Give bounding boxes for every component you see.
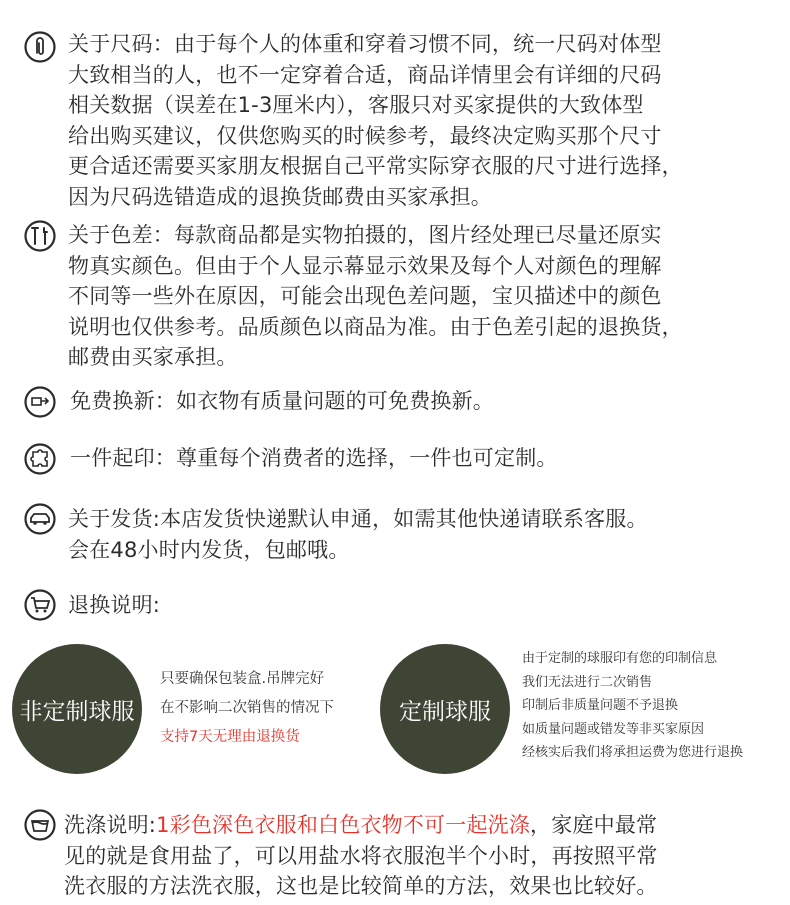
custom-line: 我们无法进行二次销售 (522, 674, 653, 690)
car-icon (24, 503, 56, 535)
washing-first-line (64, 810, 774, 841)
color-note-line: 关于色差：每款商品都是实物拍摄的，图片经处理已尽量还原实 (68, 223, 662, 247)
single-print-text (70, 443, 780, 474)
custom-line: 如质量问题或错发等非买家原因 (522, 721, 705, 737)
size-note-line: 大致相当的人，也不一定穿着合适，商品详情里会有详细的尺码 (68, 62, 662, 87)
paperclip-icon (24, 31, 56, 63)
color-note-line: 说明也仅供参考。品质颜色以商品为准。由于色差引起的退换货， (68, 314, 683, 339)
non-custom-line: 只要确保包装盒.吊牌完好 (160, 671, 325, 687)
tools-icon (24, 220, 56, 252)
color-note-line: 邮费由买家承担。 (68, 345, 238, 369)
size-note-line: 关于尺码：由于每个人的体重和穿着习惯不同，统一尺码对体型 (68, 32, 662, 56)
washing-highlight: 1彩色深色衣服和白色衣物不可一起洗涤 (156, 813, 531, 837)
wash-basin-icon (24, 809, 56, 841)
color-note-line: 物真实颜色。但由于个人显示幕显示效果及每个人对颜色的理解 (68, 253, 662, 278)
washing-label: 洗涤说明: (64, 813, 157, 837)
returns-title-text: 退换说明: (68, 593, 161, 617)
washing-line: 洗衣服的方法洗衣服，这也是比较简单的方法，效果也比较好。 (64, 874, 658, 898)
cart-icon (24, 589, 56, 621)
non-custom-badge (12, 644, 142, 774)
shipping-line: 关于发货:本店发货快递默认申通，如需其他快递请联系客服。 (68, 507, 648, 531)
custom-badge-label: 定制球服 (399, 698, 491, 725)
washing-line: 见的就是食用盐了，可以用盐水将衣服泡半个小时，再按照平常 (64, 843, 658, 868)
washing-text (64, 810, 774, 902)
color-note-line: 不同等一些外在原因，可能会出现色差问题，宝贝描述中的颜色 (68, 284, 662, 308)
exchange-icon (24, 386, 56, 418)
custom-line: 由于定制的球服印有您的印制信息 (522, 651, 718, 666)
non-custom-line: 在不影响二次销售的情况下 (160, 700, 334, 716)
puzzle-icon (24, 443, 56, 475)
size-note-line: 因为尺码选错造成的退换货邮费由买家承担。 (68, 184, 492, 209)
returns-title (68, 590, 778, 621)
custom-text (522, 647, 743, 765)
size-note-line: 相关数据（误差在1-3厘米内），客服只对买家提供的大致体型 (68, 93, 644, 117)
size-note-text (68, 29, 778, 212)
non-custom-highlight: 支持7天无理由退换货 (160, 729, 300, 745)
single-print-line: 一件起印：尊重每个消费者的选择，一件也可定制。 (70, 446, 558, 470)
size-note-line: 给出购买建议，仅供您购买的时候参考，最终决定购买那个尺寸 (68, 123, 662, 148)
non-custom-text (160, 665, 334, 752)
free-exchange-text (70, 386, 780, 417)
washing-rest: ，家庭中最常 (530, 813, 658, 837)
custom-badge (380, 644, 510, 774)
size-note-line: 更合适还需要买家朋友根据自己平常实际穿衣服的尺寸进行选择， (68, 154, 683, 178)
color-note-text (68, 220, 778, 373)
shipping-line: 会在48小时内发货，包邮哦。 (68, 537, 350, 562)
custom-line: 经核实后我们将承担运费为您进行退换 (522, 745, 744, 760)
non-custom-badge-label: 非定制球服 (19, 698, 135, 725)
custom-line: 印制后非质量问题不予退换 (522, 698, 679, 713)
free-exchange-line: 免费换新：如衣物有质量问题的可免费换新。 (70, 389, 494, 413)
shipping-text (68, 504, 778, 565)
